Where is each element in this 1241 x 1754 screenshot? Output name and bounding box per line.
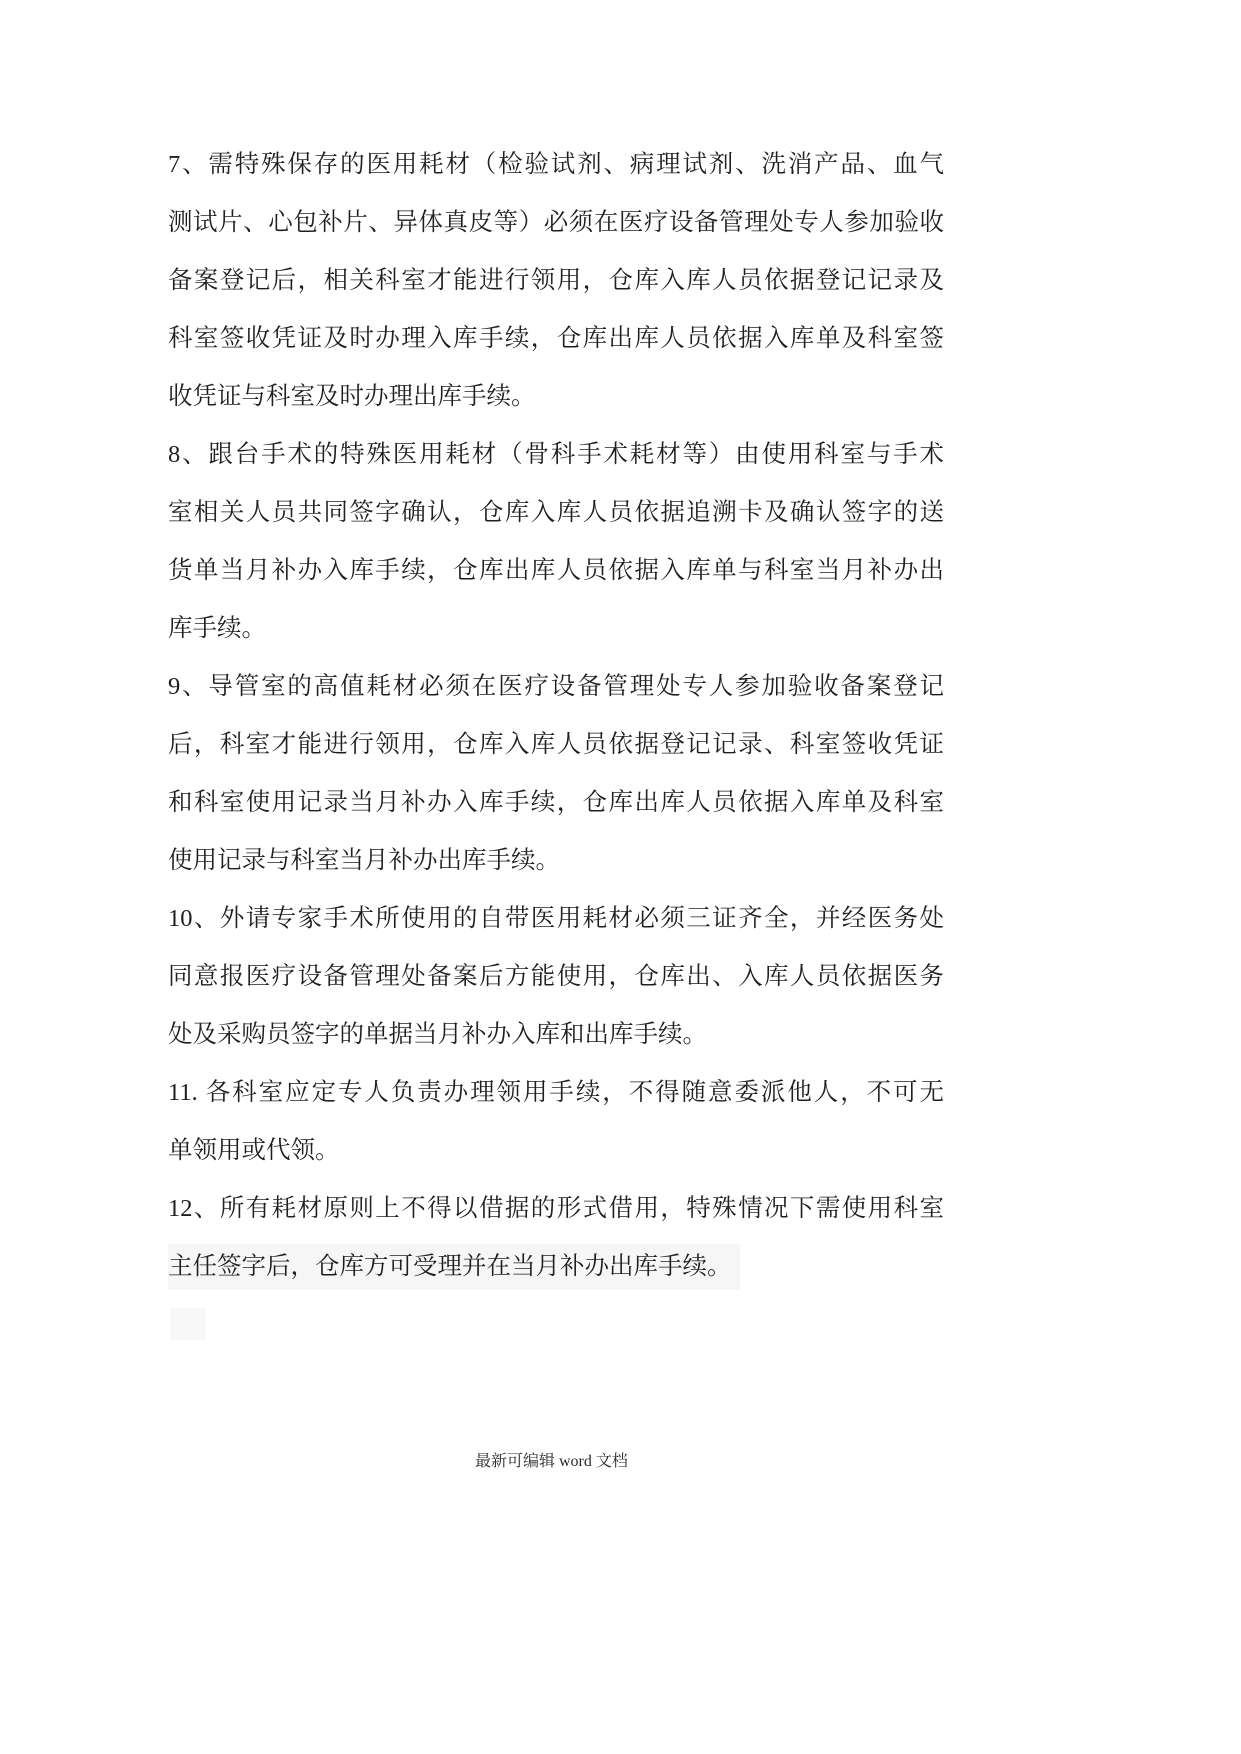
paragraph-line: 货单当月补办入库手续，仓库出库人员依据入库单与科室当月补办出 bbox=[168, 557, 944, 584]
paragraph-line: 10、外请专家手术所使用的自带医用耗材必须三证齐全，并经医务处 bbox=[168, 905, 944, 932]
paragraph-line: 处及采购员签字的单据当月补办入库和出库手续。 bbox=[168, 1021, 707, 1048]
highlighted-paragraph-line: 主任签字后，仓库方可受理并在当月补办出库手续。 bbox=[168, 1244, 740, 1290]
paragraph-7 bbox=[168, 136, 944, 426]
paragraph-line-wrapper bbox=[168, 1238, 944, 1296]
paragraph-line: 收凭证与科室及时办理出库手续。 bbox=[168, 383, 536, 410]
paragraph-line: 库手续。 bbox=[168, 615, 266, 642]
paragraph-12 bbox=[168, 1180, 944, 1296]
paragraph-11 bbox=[168, 1064, 944, 1180]
paragraph-line: 7、需特殊保存的医用耗材（检验试剂、病理试剂、洗消产品、血气 bbox=[168, 151, 944, 178]
paragraph-line: 使用记录与科室当月补办出库手续。 bbox=[168, 847, 560, 874]
paragraph-line: 12、所有耗材原则上不得以借据的形式借用，特殊情况下需使用科室 bbox=[168, 1195, 944, 1222]
paragraph-line: 测试片、心包补片、异体真皮等）必须在医疗设备管理处专人参加验收 bbox=[168, 209, 944, 236]
paragraph-8 bbox=[168, 426, 944, 658]
paragraph-line: 11. 各科室应定专人负责办理领用手续，不得随意委派他人，不可无 bbox=[168, 1079, 944, 1106]
paragraph-line: 后，科室才能进行领用，仓库入库人员依据登记记录、科室签收凭证 bbox=[168, 731, 944, 758]
paragraph-line: 单领用或代领。 bbox=[168, 1137, 340, 1164]
paragraph-line: 和科室使用记录当月补办入库手续，仓库出库人员依据入库单及科室 bbox=[168, 789, 944, 816]
paragraph-line: 室相关人员共同签字确认，仓库入库人员依据追溯卡及确认签字的送 bbox=[168, 499, 944, 526]
paragraph-9 bbox=[168, 658, 944, 890]
document-body bbox=[168, 136, 944, 1296]
paragraph-line: 同意报医疗设备管理处备案后方能使用，仓库出、入库人员依据医务 bbox=[168, 963, 944, 990]
paragraph-line: 8、跟台手术的特殊医用耗材（骨科手术耗材等）由使用科室与手术 bbox=[168, 441, 944, 468]
paragraph-line: 科室签收凭证及时办理入库手续，仓库出库人员依据入库单及科室签 bbox=[168, 325, 944, 352]
paragraph-10 bbox=[168, 890, 944, 1064]
paragraph-line: 备案登记后，相关科室才能进行领用，仓库入库人员依据登记记录及 bbox=[168, 267, 944, 294]
empty-highlight-mark bbox=[170, 1308, 206, 1340]
page-footer: 最新可编辑 word 文档 bbox=[475, 1453, 628, 1470]
paragraph-line: 9、导管室的高值耗材必须在医疗设备管理处专人参加验收备案登记 bbox=[168, 673, 944, 700]
